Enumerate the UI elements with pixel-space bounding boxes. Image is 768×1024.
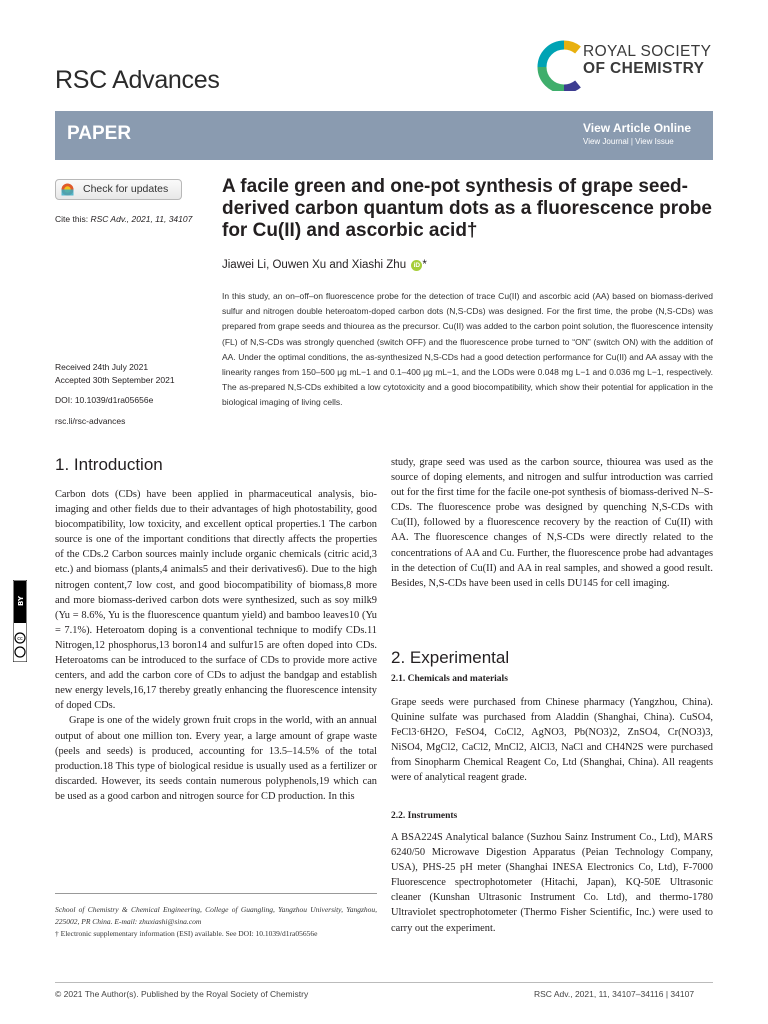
logo-text-line1: ROYAL SOCIETY xyxy=(583,43,712,60)
svg-text:cc: cc xyxy=(17,636,23,642)
view-article-online-link[interactable]: View Article Online xyxy=(583,121,692,135)
doi[interactable]: DOI: 10.1039/d1ra05656e xyxy=(55,395,154,405)
corresponding-asterisk: * xyxy=(422,259,427,271)
received-date: Received 24th July 2021 xyxy=(55,362,149,372)
footer-divider xyxy=(55,982,713,983)
authors-text: Jiawei Li, Ouwen Xu and Xiashi Zhu xyxy=(222,259,407,271)
journal-link[interactable]: rsc.li/rsc-advances xyxy=(55,416,126,426)
cc-license-icon[interactable] xyxy=(13,580,27,662)
subsection-heading-instruments: 2.2. Instruments xyxy=(391,811,458,821)
check-for-updates-button[interactable] xyxy=(55,179,182,200)
section-heading-experimental: 2. Experimental xyxy=(391,648,510,667)
article-type-label: PAPER xyxy=(67,123,132,144)
logo-text-line2: OF CHEMISTRY xyxy=(583,60,705,77)
esi-note: † Electronic supplementary information (ESI) available. See DOI: 10.1039/d1ra05656e xyxy=(55,929,318,938)
cite-prefix: Cite this: xyxy=(55,214,91,224)
orcid-icon[interactable]: iD xyxy=(411,260,422,271)
subsection-heading-materials: 2.1. Chemicals and materials xyxy=(391,674,508,684)
article-type-banner xyxy=(55,111,713,160)
cc-by-text: BY xyxy=(17,595,25,606)
materials-body: Grape seeds were purchased from Chinese pharmacy (Yangzhou, China). Quinine sulfate was purchased from Aladdin (Shanghai, China). CuSO4, FeCl3·6H2O, FeSO4, CoCl2, AgNO3, Pb(NO3)2, ZnSO4, Cr(NO3)3, NiSO4, MgCl2, CaCl2, MnCl2, AlCl3, NaCl and CH4N2S were purchased from Sinopharm Chemical Reagent Co, Ltd (Shanghai, China). All reagents were of analytical reagent grade. xyxy=(391,697,713,784)
instruments-body: A BSA224S Analytical balance (Suzhou Sainz Instrument Co., Ltd), MARS 6240/50 Microwave Digestion Apparatus (Peian Technology Company, USA), PHS-25 pH meter (Shanghai INESA Electronics Co, Ltd), F-7000 Fluorescence spectrophotometer (Hitachi, Japan), KQ-50E Ultrasonic cleaner (Kunshan Ultrasonic Instrument Co. Ltd), and thermo-1780 Ultraviolet spectrophotometer (Thermo Fisher Scientific, Inc.) were used to carry out the experiment. xyxy=(391,832,713,934)
accepted-date: Accepted 30th September 2021 xyxy=(55,375,175,385)
affiliation-note: School of Chemistry & Chemical Engineering, College of Guangling, Yangzhou University, Yangzhou, 225002, PR China. E-mail: zhuxiashi@sina.com xyxy=(55,905,377,926)
copyright-notice: © 2021 The Author(s). Published by the Royal Society of Chemistry xyxy=(55,989,309,999)
intro-paragraph-2: Grape is one of the widely grown fruit crops in the world, with an annual output of about one million ton. Every year, a large amount of grape waste (peels and seeds) is produced, accounting for 13.5–14.5% of the total production.18 This type of biological residue is usually used as a fertilizer or discarded. However, its seeds contain numerous polyphenols,19 which can be used as a good carbon and nitrogen source for CD production. In this xyxy=(55,715,377,802)
footnote-divider xyxy=(55,893,377,894)
author-list xyxy=(222,259,427,271)
check-for-updates-label: Check for updates xyxy=(83,183,169,195)
introduction-body xyxy=(55,487,377,804)
footnotes xyxy=(55,904,377,940)
section-heading-introduction: 1. Introduction xyxy=(55,455,163,474)
cite-this xyxy=(55,214,192,224)
journal-title: RSC Advances xyxy=(55,66,220,94)
view-journal-issue-links[interactable]: View Journal | View Issue xyxy=(583,137,674,146)
cite-reference: RSC Adv., 2021, 11, 34107 xyxy=(90,214,193,224)
intro-paragraph-1: Carbon dots (CDs) have been applied in pharmaceutical analysis, bio-imaging and other fields due to their advantages of high photostability, good biocompatibility, low toxicity, and excellent optical properties.1 The carbon source is one of the important conditions that directly affects the properties of the CDs.2 Carbon sources mainly include organic chemicals (citric acid,3 etc.) and biomass (plants,4 animals5 and their derivatives6). Due to the high nitrogen content,7 low cost, and good biocompatibility of biomass,8 more and more biomass-derived carbon dots were synthesized, such as soy milk9 (Yu = 8.6%, Yu is the fluorescence quantum yield) and bamboo leaves10 (Yu = 7.1%). Heteroatom doping is a conventional technique to modify CDs.11 Nitrogen,12 phosphorus,13 boron14 and sulfur15 are often doped into CDs. Heteroatoms can be introduced to the surface of CDs to provide more active centers, and add the carbon core of CDs to adjust the bandgap and establish new energy levels,16,17 thereby greatly enhancing the fluorescence intensity of doped CDs. xyxy=(55,489,377,712)
introduction-continued: study, grape seed was used as the carbon source, thiourea was used as the source of doping elements, and nitrogen and sulfur introduction was carried out for the first time for the facile one-pot synthesis of biomass-derived N–S-CDs. The fluorescence probe was designed by quenching N,S-CDs with Cu(II), followed by a fluorescence recovery by the reaction of Cu(II) with AA. The fluorescence changes of N,S-CDs were directly related to the concentrations of AA and Cu. Further, the fluorescence probe had advantages in the detection of Cu(II) and AA in real samples, and showed a good result. Besides, N,S-CDs have been used in cells DU145 for cell imaging. xyxy=(391,457,713,589)
article-title: A facile green and one-pot synthesis of grape seed-derived carbon quantum dots as a fluorescence probe for Cu(II) and ascorbic acid† xyxy=(222,176,712,241)
page-citation: RSC Adv., 2021, 11, 34107–34116 | 34107 xyxy=(534,989,695,999)
crossmark-icon xyxy=(61,183,74,196)
abstract: In this study, an on–off–on fluorescence probe for the detection of trace Cu(II) and ascorbic acid (AA) based on biomass-derived sulfur and nitrogen double heteroatom-doped carbon dots (N,S-CDs) was designed. For the first time, the probe (N,S-CDs) was prepared from grape seeds and thiourea as the precursor. Cu(II) was added to the carbon point solution, the fluorescence intensity (FL) of N,S-CDs was strongly quenched (switch OFF) and the fluorescence probe turned to “ON” (switch ON) with the addition of AA. Under the optimal conditions, the as-synthesized N,S-CDs had a good detection performance for Cu(II) and AA assay with the linearity ranges from 150–500 μg mL−1 and 0.1–400 μg mL−1, and the LODs were 0.048 mg L−1 and 0.036 mg L−1, respectively. The as-prepared N,S-CDs exhibited a low cytotoxicity and a good biocompatibility, which show their potential for application in the biological imaging of living cells. xyxy=(222,291,713,408)
